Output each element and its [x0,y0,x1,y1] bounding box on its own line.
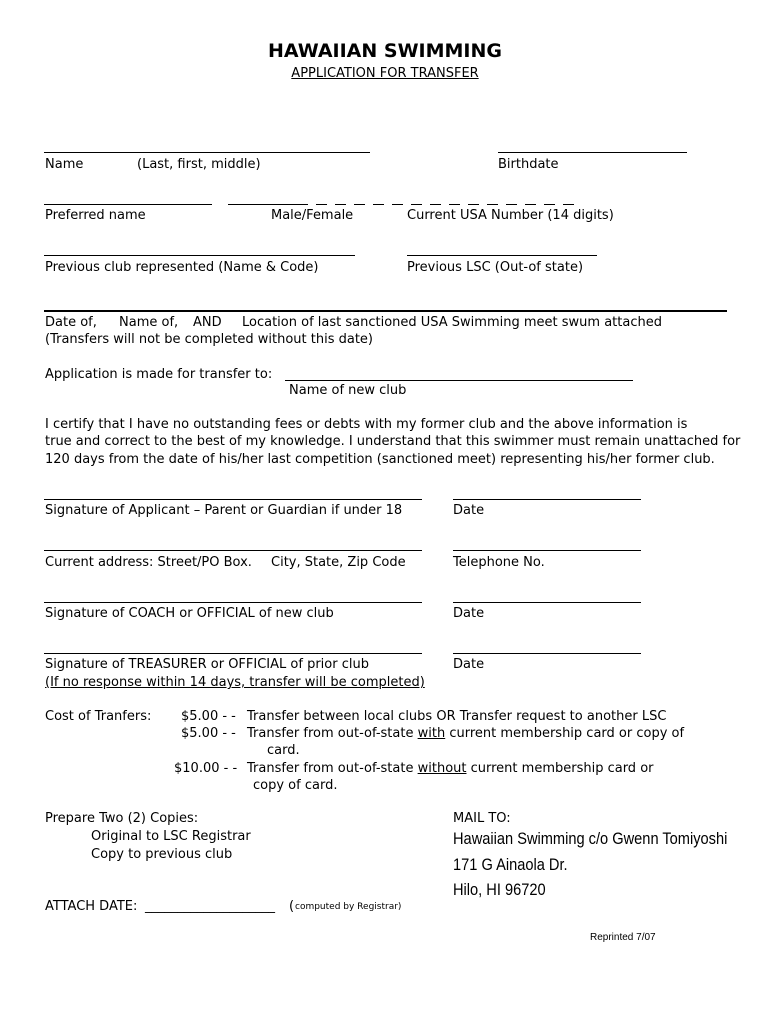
certify-line-1: I certify that I have no outstanding fees or debts with my former club and the above information is [45,417,688,432]
telephone-label: Telephone No. [453,555,545,570]
usa-number-digit-boxes[interactable] [316,204,586,206]
form-title: HAWAIIAN SWIMMING [267,40,502,62]
meet-and-label: AND [193,315,222,330]
name-hint: (Last, first, middle) [137,157,261,172]
treasurer-date-label: Date [453,657,485,672]
name-field-line[interactable] [44,152,370,153]
male-female-field-line[interactable] [228,204,308,205]
mail-address-line-1: Hawaiian Swimming c/o Gwenn Tomiyoshi [453,829,728,848]
meet-name-label: Name of, [119,315,179,330]
transfer-label: Application is made for transfer to: [45,367,273,382]
applicant-date-line[interactable] [453,499,641,500]
cost-desc-3-post: current membership card or [470,761,654,776]
attach-date-paren: ( [289,899,295,914]
mail-address-line-2: 171 G Ainaola Dr. [453,855,568,874]
treasurer-date-line[interactable] [453,653,641,654]
certify-line-2: true and correct to the best of my knowledge. I understand that this swimmer must remain unattached for [45,434,741,449]
male-female-label: Male/Female [271,208,354,223]
meet-location-label: Location of last sanctioned USA Swimming meet swum attached [242,315,662,330]
certify-line-3: 120 days from the date of his/her last competition (sanctioned meet) representing his/her former club. [45,452,715,467]
cost-amount-1: $5.00 - - [181,709,236,724]
reprinted-note: Reprinted 7/07 [590,932,656,943]
treasurer-signature-label: Signature of TREASURER or OFFICIAL of prior club [45,657,369,672]
previous-lsc-label: Previous LSC (Out-of state) [407,260,584,275]
copies-original: Original to LSC Registrar [91,829,251,844]
cost-desc-3 [247,761,654,777]
preferred-name-field-line[interactable] [44,204,212,205]
previous-lsc-field-line[interactable] [407,255,597,256]
address-street-label: Current address: Street/PO Box. [45,555,252,570]
treasurer-note: (If no response within 14 days, transfer will be completed) [45,675,425,690]
mail-address-line-3: Hilo, HI 96720 [453,880,546,899]
cost-desc-2 [247,726,684,742]
cost-desc-2-with: with [417,726,446,741]
applicant-date-label: Date [453,503,485,518]
treasurer-signature-line[interactable] [44,653,422,654]
previous-club-label: Previous club represented (Name & Code) [45,260,319,275]
address-city-label: City, State, Zip Code [271,555,406,570]
copies-copy: Copy to previous club [91,847,233,862]
telephone-field-line[interactable] [453,550,641,551]
meet-field-line[interactable] [44,310,727,312]
cost-label: Cost of Tranfers: [45,709,152,724]
cost-desc-2-post: current membership card or copy of [449,726,685,741]
cost-desc-2-pre: Transfer from out-of-state [247,726,414,741]
meet-note: (Transfers will not be completed without this date) [45,332,374,347]
coach-date-label: Date [453,606,485,621]
birthdate-field-line[interactable] [498,152,687,153]
previous-club-field-line[interactable] [44,255,355,256]
cost-desc-2-cont: card. [267,743,300,758]
usa-number-label: Current USA Number (14 digits) [407,208,614,223]
cost-desc-3-cont: copy of card. [253,778,338,793]
preferred-name-label: Preferred name [45,208,146,223]
cost-desc-3-pre: Transfer from out-of-state [247,761,414,776]
coach-date-line[interactable] [453,602,641,603]
coach-signature-label: Signature of COACH or OFFICIAL of new club [45,606,334,621]
form-subtitle: APPLICATION FOR TRANSFER [291,66,479,81]
applicant-signature-line[interactable] [44,499,422,500]
name-label: Name [45,157,84,172]
applicant-signature-label: Signature of Applicant – Parent or Guardian if under 18 [45,503,403,518]
new-club-caption: Name of new club [289,383,407,398]
birthdate-label: Birthdate [498,157,559,172]
cost-amount-3: $10.00 - - [174,761,238,776]
attach-date-label: ATTACH DATE: [45,899,138,914]
meet-date-label: Date of, [45,315,97,330]
attach-date-field[interactable]: ____________________ [145,899,275,914]
attach-date-note: computed by Registrar) [295,902,402,912]
mail-to-label: MAIL TO: [453,811,511,826]
cost-desc-1: Transfer between local clubs OR Transfer request to another LSC [247,709,667,724]
new-club-field-line[interactable] [285,380,633,381]
cost-desc-3-without: without [417,761,467,776]
coach-signature-line[interactable] [44,602,422,603]
copies-label: Prepare Two (2) Copies: [45,811,199,826]
cost-amount-2: $5.00 - - [181,726,236,741]
address-field-line[interactable] [44,550,422,551]
